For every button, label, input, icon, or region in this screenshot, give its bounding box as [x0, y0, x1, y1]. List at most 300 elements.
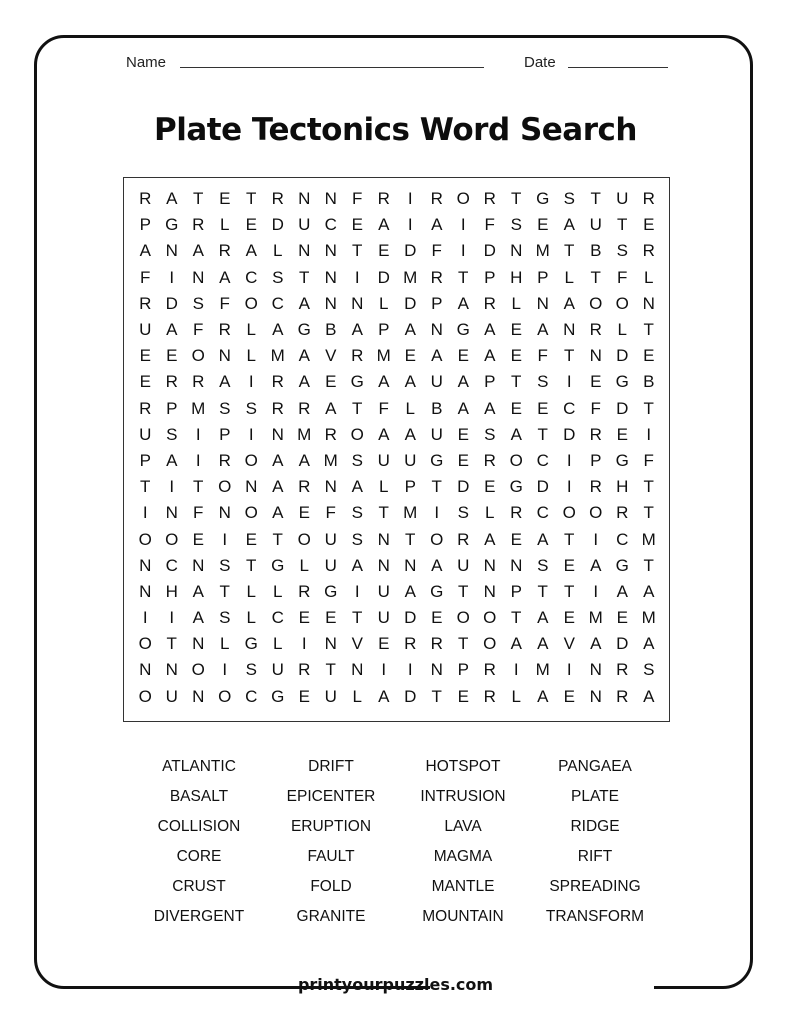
grid-letter[interactable]: O [483, 634, 497, 654]
grid-letter[interactable]: L [273, 581, 283, 601]
grid-letter[interactable]: N [192, 267, 205, 287]
grid-letter[interactable]: C [536, 450, 549, 470]
grid-letter[interactable]: S [219, 555, 231, 575]
grid-letter[interactable]: U [430, 424, 443, 444]
grid-letter[interactable]: I [169, 477, 175, 497]
grid-letter[interactable]: I [142, 503, 148, 523]
grid-letter[interactable]: A [590, 555, 602, 575]
grid-letter[interactable]: C [563, 398, 576, 418]
grid-letter[interactable]: G [350, 372, 364, 392]
grid-letter[interactable]: R [589, 424, 602, 444]
grid-letter[interactable]: L [246, 346, 256, 366]
grid-letter[interactable]: A [378, 686, 390, 706]
grid-letter[interactable]: A [245, 241, 257, 261]
grid-letter[interactable]: D [271, 215, 284, 235]
grid-letter[interactable]: R [139, 293, 152, 313]
grid-letter[interactable]: E [457, 424, 469, 444]
grid-letter[interactable]: E [245, 529, 257, 549]
grid-letter[interactable]: S [192, 293, 204, 313]
grid-letter[interactable]: N [404, 555, 417, 575]
grid-letter[interactable]: O [165, 529, 179, 549]
grid-letter[interactable]: T [564, 529, 575, 549]
grid-letter[interactable]: N [589, 346, 602, 366]
grid-letter[interactable]: O [138, 686, 152, 706]
grid-letter[interactable]: O [456, 608, 470, 628]
grid-letter[interactable]: T [166, 634, 177, 654]
grid-letter[interactable]: I [434, 503, 440, 523]
grid-letter[interactable]: N [483, 555, 496, 575]
grid-letter[interactable]: E [378, 634, 390, 654]
grid-letter[interactable]: E [457, 686, 469, 706]
grid-letter[interactable]: A [272, 320, 284, 340]
grid-letter[interactable]: N [324, 634, 337, 654]
grid-letter[interactable]: N [377, 529, 390, 549]
grid-letter[interactable]: I [142, 608, 148, 628]
grid-letter[interactable]: A [537, 529, 549, 549]
grid-letter[interactable]: O [483, 608, 497, 628]
grid-letter[interactable]: R [298, 398, 311, 418]
grid-letter[interactable]: S [616, 241, 628, 261]
grid-letter[interactable]: R [616, 503, 629, 523]
grid-letter[interactable]: I [513, 660, 519, 680]
grid-letter[interactable]: I [566, 450, 572, 470]
grid-letter[interactable]: U [616, 189, 629, 209]
grid-letter[interactable]: A [457, 293, 469, 313]
grid-letter[interactable]: F [193, 503, 204, 523]
grid-letter[interactable]: T [193, 477, 204, 497]
grid-letter[interactable]: E [563, 608, 575, 628]
grid-letter[interactable]: L [485, 503, 495, 523]
grid-letter[interactable]: R [483, 450, 496, 470]
grid-letter[interactable]: C [165, 555, 178, 575]
grid-letter[interactable]: R [218, 320, 231, 340]
grid-letter[interactable]: A [192, 581, 204, 601]
grid-letter[interactable]: N [351, 293, 364, 313]
grid-letter[interactable]: A [537, 686, 549, 706]
grid-letter[interactable]: F [643, 450, 654, 470]
grid-letter[interactable]: N [165, 241, 178, 261]
grid-letter[interactable]: A [537, 634, 549, 654]
grid-letter[interactable]: R [324, 424, 337, 444]
grid-letter[interactable]: L [220, 215, 230, 235]
grid-letter[interactable]: A [484, 320, 496, 340]
grid-letter[interactable]: P [590, 450, 602, 470]
grid-letter[interactable]: S [643, 660, 655, 680]
grid-letter[interactable]: A [272, 503, 284, 523]
grid-letter[interactable]: L [405, 398, 415, 418]
grid-letter[interactable]: D [616, 634, 629, 654]
grid-letter[interactable]: R [642, 241, 655, 261]
grid-letter[interactable]: A [219, 372, 231, 392]
grid-letter[interactable]: U [324, 686, 337, 706]
grid-letter[interactable]: I [169, 608, 175, 628]
grid-letter[interactable]: F [193, 320, 204, 340]
grid-letter[interactable]: F [325, 503, 336, 523]
grid-letter[interactable]: D [404, 293, 417, 313]
grid-letter[interactable]: F [140, 267, 151, 287]
grid-letter[interactable]: E [563, 686, 575, 706]
grid-letter[interactable]: M [323, 450, 338, 470]
grid-letter[interactable]: T [378, 503, 389, 523]
grid-letter[interactable]: I [354, 267, 360, 287]
grid-letter[interactable]: T [431, 686, 442, 706]
grid-letter[interactable]: A [166, 450, 178, 470]
grid-letter[interactable]: O [430, 529, 444, 549]
grid-letter[interactable]: A [431, 346, 443, 366]
grid-letter[interactable]: O [615, 293, 629, 313]
grid-letter[interactable]: A [166, 189, 178, 209]
grid-letter[interactable]: P [166, 398, 178, 418]
grid-letter[interactable]: H [616, 477, 629, 497]
grid-letter[interactable]: U [377, 450, 390, 470]
grid-letter[interactable]: T [352, 398, 363, 418]
grid-letter[interactable]: G [615, 555, 629, 575]
grid-letter[interactable]: C [271, 608, 284, 628]
grid-letter[interactable]: N [165, 660, 178, 680]
grid-letter[interactable]: T [617, 215, 628, 235]
grid-letter[interactable]: E [378, 241, 390, 261]
grid-letter[interactable]: N [139, 660, 152, 680]
grid-letter[interactable]: A [351, 555, 363, 575]
grid-letter[interactable]: M [535, 660, 550, 680]
grid-letter[interactable]: P [139, 215, 151, 235]
grid-letter[interactable]: F [219, 293, 230, 313]
grid-letter[interactable]: T [511, 608, 522, 628]
grid-letter[interactable]: E [457, 450, 469, 470]
grid-letter[interactable]: N [271, 424, 284, 444]
grid-letter[interactable]: O [138, 634, 152, 654]
grid-letter[interactable]: D [457, 477, 470, 497]
grid-letter[interactable]: N [324, 189, 337, 209]
grid-letter[interactable]: G [509, 477, 523, 497]
grid-letter[interactable]: T [325, 660, 336, 680]
grid-letter[interactable]: R [483, 293, 496, 313]
grid-letter[interactable]: A [298, 346, 310, 366]
grid-letter[interactable]: S [537, 555, 549, 575]
grid-letter[interactable]: E [616, 424, 628, 444]
grid-letter[interactable]: C [271, 293, 284, 313]
grid-letter[interactable]: R [430, 634, 443, 654]
grid-letter[interactable]: N [430, 320, 443, 340]
grid-letter[interactable]: N [483, 581, 496, 601]
grid-letter[interactable]: R [589, 320, 602, 340]
grid-letter[interactable]: R [298, 581, 311, 601]
grid-letter[interactable]: I [248, 372, 254, 392]
grid-letter[interactable]: R [218, 450, 231, 470]
grid-letter[interactable]: S [563, 189, 575, 209]
grid-letter[interactable]: E [351, 215, 363, 235]
grid-letter[interactable]: E [537, 398, 549, 418]
grid-letter[interactable]: A [351, 477, 363, 497]
grid-letter[interactable]: M [641, 529, 656, 549]
grid-letter[interactable]: N [642, 293, 655, 313]
grid-letter[interactable]: T [643, 555, 654, 575]
grid-letter[interactable]: S [219, 608, 231, 628]
grid-letter[interactable]: L [352, 686, 362, 706]
grid-letter[interactable]: R [457, 529, 470, 549]
grid-letter[interactable]: E [590, 372, 602, 392]
grid-letter[interactable]: I [381, 660, 387, 680]
grid-letter[interactable]: I [354, 581, 360, 601]
grid-letter[interactable]: A [510, 634, 522, 654]
grid-letter[interactable]: U [457, 555, 470, 575]
grid-letter[interactable]: A [537, 320, 549, 340]
grid-letter[interactable]: A [404, 372, 416, 392]
grid-letter[interactable]: A [643, 634, 655, 654]
grid-letter[interactable]: S [351, 503, 363, 523]
grid-letter[interactable]: E [510, 320, 522, 340]
grid-letter[interactable]: T [511, 372, 522, 392]
grid-letter[interactable]: A [378, 424, 390, 444]
grid-letter[interactable]: R [271, 398, 284, 418]
grid-letter[interactable]: T [140, 477, 151, 497]
grid-letter[interactable]: A [563, 293, 575, 313]
grid-letter[interactable]: S [272, 267, 284, 287]
grid-letter[interactable]: A [139, 241, 151, 261]
grid-letter[interactable]: I [566, 477, 572, 497]
grid-letter[interactable]: A [431, 215, 443, 235]
grid-letter[interactable]: N [165, 503, 178, 523]
grid-letter[interactable]: N [139, 555, 152, 575]
grid-letter[interactable]: O [218, 477, 232, 497]
grid-letter[interactable]: A [298, 450, 310, 470]
grid-letter[interactable]: L [273, 634, 283, 654]
grid-letter[interactable]: A [272, 450, 284, 470]
grid-letter[interactable]: G [165, 215, 179, 235]
grid-letter[interactable]: I [460, 215, 466, 235]
grid-letter[interactable]: I [593, 581, 599, 601]
grid-letter[interactable]: N [324, 293, 337, 313]
grid-letter[interactable]: T [537, 424, 548, 444]
grid-letter[interactable]: D [483, 241, 496, 261]
grid-letter[interactable]: A [643, 581, 655, 601]
grid-letter[interactable]: T [590, 267, 601, 287]
grid-letter[interactable]: M [588, 608, 603, 628]
grid-letter[interactable]: U [377, 608, 390, 628]
grid-letter[interactable]: F [484, 215, 495, 235]
grid-letter[interactable]: T [537, 581, 548, 601]
grid-letter[interactable]: L [379, 477, 389, 497]
grid-letter[interactable]: N [324, 241, 337, 261]
grid-letter[interactable]: S [510, 215, 522, 235]
grid-letter[interactable]: F [617, 267, 628, 287]
grid-letter[interactable]: E [510, 346, 522, 366]
grid-letter[interactable]: N [192, 634, 205, 654]
grid-letter[interactable]: P [431, 293, 443, 313]
grid-letter[interactable]: T [352, 608, 363, 628]
grid-letter[interactable]: R [616, 686, 629, 706]
grid-letter[interactable]: P [484, 372, 496, 392]
grid-letter[interactable]: E [325, 608, 337, 628]
grid-letter[interactable]: B [643, 372, 655, 392]
grid-letter[interactable]: M [297, 424, 312, 444]
grid-letter[interactable]: R [642, 189, 655, 209]
grid-letter[interactable]: F [590, 398, 601, 418]
grid-letter[interactable]: P [378, 320, 390, 340]
grid-letter[interactable]: I [566, 372, 572, 392]
grid-letter[interactable]: P [219, 424, 231, 444]
grid-letter[interactable]: L [511, 686, 521, 706]
grid-letter[interactable]: A [537, 608, 549, 628]
grid-letter[interactable]: D [563, 424, 576, 444]
grid-letter[interactable]: P [457, 660, 469, 680]
grid-letter[interactable]: R [218, 241, 231, 261]
grid-letter[interactable]: L [273, 241, 283, 261]
grid-letter[interactable]: E [139, 346, 151, 366]
grid-letter[interactable]: E [643, 346, 655, 366]
grid-letter[interactable]: T [458, 634, 469, 654]
grid-letter[interactable]: R [351, 346, 364, 366]
grid-letter[interactable]: U [324, 555, 337, 575]
grid-letter[interactable]: R [271, 189, 284, 209]
grid-letter[interactable]: E [563, 555, 575, 575]
grid-letter[interactable]: L [246, 320, 256, 340]
date-field-line[interactable] [568, 67, 668, 68]
grid-letter[interactable]: G [244, 634, 258, 654]
grid-letter[interactable]: O [456, 189, 470, 209]
grid-letter[interactable]: R [139, 189, 152, 209]
grid-letter[interactable]: N [298, 189, 311, 209]
grid-letter[interactable]: M [270, 346, 285, 366]
grid-letter[interactable]: L [564, 267, 574, 287]
grid-letter[interactable]: F [378, 398, 389, 418]
grid-letter[interactable]: N [192, 686, 205, 706]
grid-letter[interactable]: N [563, 320, 576, 340]
grid-letter[interactable]: G [456, 320, 470, 340]
grid-letter[interactable]: E [510, 529, 522, 549]
grid-letter[interactable]: R [483, 660, 496, 680]
grid-letter[interactable]: A [219, 267, 231, 287]
grid-letter[interactable]: M [641, 608, 656, 628]
grid-letter[interactable]: V [325, 346, 337, 366]
grid-letter[interactable]: U [139, 424, 152, 444]
grid-letter[interactable]: A [298, 293, 310, 313]
grid-letter[interactable]: T [643, 503, 654, 523]
grid-letter[interactable]: S [457, 503, 469, 523]
grid-letter[interactable]: O [509, 450, 523, 470]
grid-letter[interactable]: U [430, 372, 443, 392]
grid-letter[interactable]: I [407, 189, 413, 209]
grid-letter[interactable]: C [536, 503, 549, 523]
grid-letter[interactable]: M [376, 346, 391, 366]
grid-letter[interactable]: N [192, 555, 205, 575]
grid-letter[interactable]: R [298, 660, 311, 680]
grid-letter[interactable]: R [377, 189, 390, 209]
grid-letter[interactable]: E [457, 346, 469, 366]
grid-letter[interactable]: A [484, 398, 496, 418]
grid-letter[interactable]: D [536, 477, 549, 497]
grid-letter[interactable]: O [589, 503, 603, 523]
grid-letter[interactable]: G [271, 555, 285, 575]
grid-letter[interactable]: E [166, 346, 178, 366]
grid-letter[interactable]: B [431, 398, 443, 418]
grid-letter[interactable]: O [138, 529, 152, 549]
grid-letter[interactable]: A [192, 608, 204, 628]
grid-letter[interactable]: T [272, 529, 283, 549]
grid-letter[interactable]: E [219, 189, 231, 209]
grid-letter[interactable]: S [537, 372, 549, 392]
grid-letter[interactable]: R [165, 372, 178, 392]
grid-letter[interactable]: E [643, 215, 655, 235]
grid-letter[interactable]: F [537, 346, 548, 366]
grid-letter[interactable]: D [377, 267, 390, 287]
grid-letter[interactable]: T [458, 581, 469, 601]
grid-letter[interactable]: I [248, 424, 254, 444]
name-field-line[interactable] [180, 67, 484, 68]
grid-letter[interactable]: V [351, 634, 363, 654]
grid-letter[interactable]: G [271, 686, 285, 706]
grid-letter[interactable]: G [324, 581, 338, 601]
grid-letter[interactable]: T [590, 189, 601, 209]
grid-letter[interactable]: A [404, 424, 416, 444]
grid-letter[interactable]: R [404, 634, 417, 654]
grid-letter[interactable]: T [643, 320, 654, 340]
grid-letter[interactable]: A [298, 372, 310, 392]
grid-letter[interactable]: T [511, 189, 522, 209]
grid-letter[interactable]: D [404, 608, 417, 628]
grid-letter[interactable]: F [352, 189, 363, 209]
grid-letter[interactable]: R [192, 215, 205, 235]
grid-letter[interactable]: T [458, 267, 469, 287]
grid-letter[interactable]: A [510, 424, 522, 444]
grid-letter[interactable]: M [403, 267, 418, 287]
grid-letter[interactable]: S [351, 450, 363, 470]
grid-letter[interactable]: E [404, 346, 416, 366]
grid-letter[interactable]: R [589, 477, 602, 497]
grid-letter[interactable]: F [431, 241, 442, 261]
grid-letter[interactable]: E [192, 529, 204, 549]
grid-letter[interactable]: U [298, 215, 311, 235]
grid-letter[interactable]: I [301, 634, 307, 654]
grid-letter[interactable]: H [165, 581, 178, 601]
grid-letter[interactable]: T [193, 189, 204, 209]
grid-letter[interactable]: O [191, 346, 205, 366]
grid-letter[interactable]: R [192, 372, 205, 392]
grid-letter[interactable]: I [222, 660, 228, 680]
grid-letter[interactable]: I [169, 267, 175, 287]
grid-letter[interactable]: T [246, 555, 257, 575]
grid-letter[interactable]: D [404, 686, 417, 706]
grid-letter[interactable]: N [589, 660, 602, 680]
grid-letter[interactable]: O [244, 293, 258, 313]
grid-letter[interactable]: T [246, 189, 257, 209]
grid-letter[interactable]: R [616, 660, 629, 680]
grid-letter[interactable]: T [405, 529, 416, 549]
grid-letter[interactable]: T [643, 398, 654, 418]
grid-letter[interactable]: C [324, 215, 337, 235]
grid-letter[interactable]: V [563, 634, 575, 654]
grid-letter[interactable]: U [404, 450, 417, 470]
grid-letter[interactable]: T [299, 267, 310, 287]
grid-letter[interactable]: E [431, 608, 443, 628]
grid-letter[interactable]: T [564, 346, 575, 366]
grid-letter[interactable]: P [537, 267, 549, 287]
grid-letter[interactable]: A [378, 215, 390, 235]
grid-letter[interactable]: A [616, 581, 628, 601]
grid-letter[interactable]: C [616, 529, 629, 549]
grid-letter[interactable]: G [430, 450, 444, 470]
grid-letter[interactable]: A [563, 215, 575, 235]
grid-letter[interactable]: A [484, 346, 496, 366]
grid-letter[interactable]: B [590, 241, 602, 261]
grid-letter[interactable]: A [166, 320, 178, 340]
grid-letter[interactable]: E [298, 608, 310, 628]
grid-letter[interactable]: L [617, 320, 627, 340]
grid-letter[interactable]: R [298, 477, 311, 497]
grid-letter[interactable]: U [271, 660, 284, 680]
grid-letter[interactable]: A [272, 477, 284, 497]
grid-letter[interactable]: N [139, 581, 152, 601]
